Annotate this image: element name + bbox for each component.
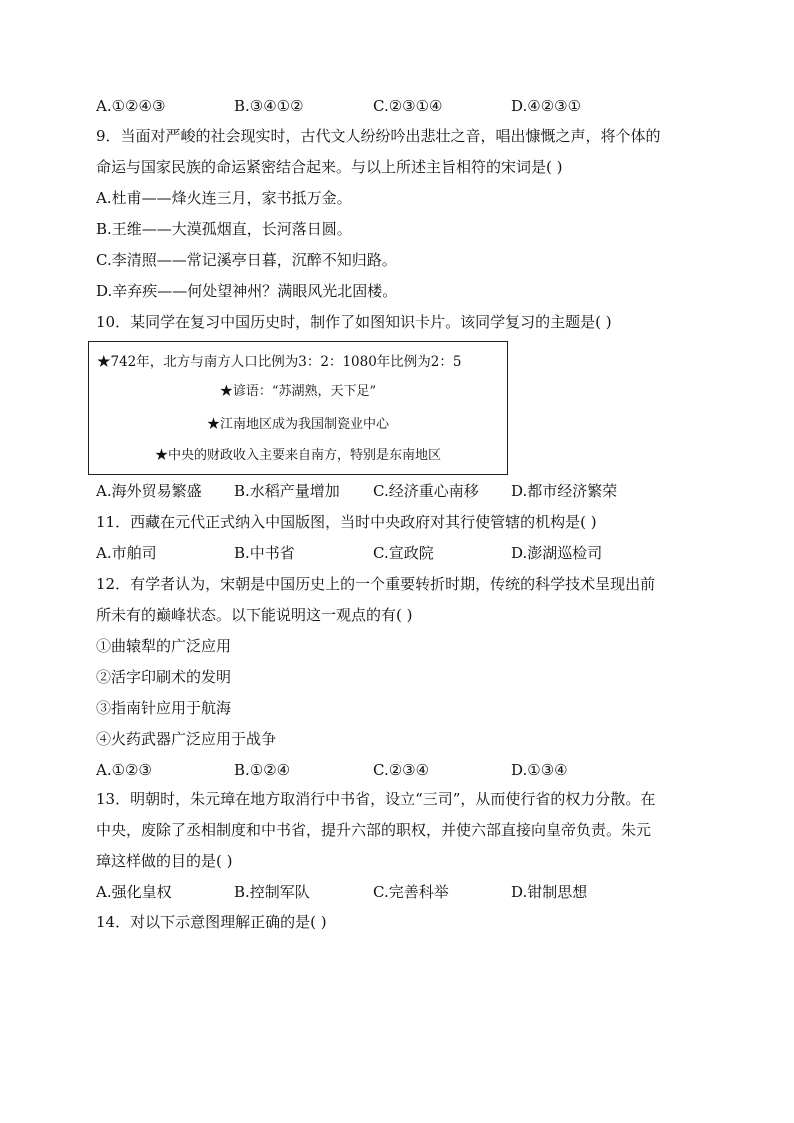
q8-option-b: B.③④①② [234, 97, 304, 115]
q12-option-c: C.②③④ [373, 761, 430, 779]
q13-option-b: B.控制军队 [234, 883, 310, 901]
q13-option-c: C.完善科举 [373, 883, 449, 901]
card-line-porcelain: ★江南地区成为我国制瓷业中心 [206, 417, 389, 432]
q9-option-c: C.李清照——常记溪亭日暮，沉醉不知归路。 [96, 251, 397, 269]
q9-option-b: B.王维——大漠孤烟直，长河落日圆。 [96, 220, 352, 238]
q9-option-a: A.杜甫——烽火连三月，家书抵万金。 [96, 189, 352, 207]
q12-item-2: ②活字印刷术的发明 [96, 668, 232, 686]
q10-option-b: B.水稻产量增加 [234, 482, 340, 500]
q11-stem: 11．西藏在元代正式纳入中国版图，当时中央政府对其行使管辖的机构是( ) [96, 513, 597, 531]
q12-option-d: D.①③④ [511, 761, 568, 779]
knowledge-card [88, 341, 508, 475]
q11-option-d: D.澎湖巡检司 [511, 544, 603, 562]
q11-option-b: B.中书省 [234, 544, 295, 562]
q11-option-c: C.宣政院 [373, 544, 434, 562]
q12-stem-line-2: 所未有的巅峰状态。以下能说明这一观点的有( ) [96, 606, 413, 624]
q12-item-1: ①曲辕犁的广泛应用 [96, 637, 232, 655]
q10-option-d: D.都市经济繁荣 [511, 482, 618, 500]
q13-stem-line-1: 13．明朝时，朱元璋在地方取消行中书省，设立“三司”，从而使行省的权力分散。在 [96, 790, 656, 808]
q12-stem-line-1: 12．有学者认为，宋朝是中国历史上的一个重要转折时期，传统的科学技术呈现出前 [96, 575, 656, 593]
q9-stem-line-2: 命运与国家民族的命运紧密结合起来。与以上所述主旨相符的宋词是( ) [96, 158, 563, 176]
q8-option-a: A.①②④③ [96, 97, 166, 115]
q12-item-4: ④火药武器广泛应用于战争 [96, 730, 277, 748]
q11-option-a: A.市舶司 [96, 544, 157, 562]
q14-stem: 14．对以下示意图理解正确的是( ) [96, 913, 327, 931]
q13-option-a: A.强化皇权 [96, 883, 172, 901]
q12-option-a: A.①②③ [96, 761, 152, 779]
q9-stem-line-1: 9．当面对严峻的社会现实时，古代文人纷纷吟出悲壮之音，唱出慷慨之声，将个体的 [96, 127, 661, 145]
card-line-proverb: ★谚语：“苏湖熟，天下足” [219, 384, 377, 399]
card-line-revenue: ★中央的财政收入主要来自南方，特别是东南地区 [154, 448, 441, 463]
q8-option-d: D.④②③① [511, 97, 582, 115]
q10-option-a: A.海外贸易繁盛 [96, 482, 202, 500]
q10-stem: 10．某同学在复习中国历史时，制作了如图知识卡片。该同学复习的主题是( ) [96, 313, 612, 331]
q13-stem-line-3: 璋这样做的目的是( ) [96, 852, 233, 870]
q12-item-3: ③指南针应用于航海 [96, 699, 232, 717]
q10-option-c: C.经济重心南移 [373, 482, 479, 500]
q12-option-b: B.①②④ [234, 761, 291, 779]
q9-option-d: D.辛弃疾——何处望神州？满眼风光北固楼。 [96, 282, 398, 300]
q13-stem-line-2: 中央，废除了丞相制度和中书省，提升六部的职权，并使六部直接向皇帝负责。朱元 [96, 821, 652, 839]
q13-option-d: D.钳制思想 [511, 883, 588, 901]
q8-option-c: C.②③①④ [373, 97, 443, 115]
card-line-population: ★742年，北方与南方人口比例为3：2：1080年比例为2：5 [97, 354, 462, 370]
